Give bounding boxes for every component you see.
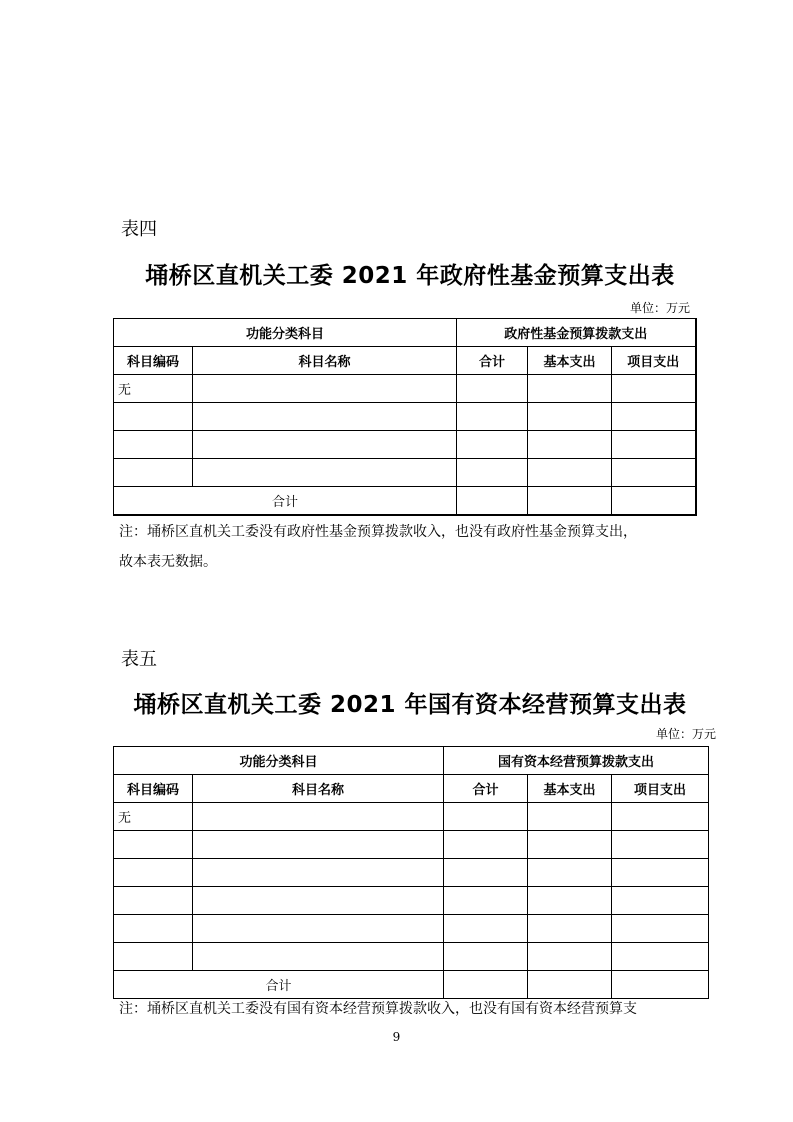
cell-name	[193, 459, 457, 487]
table-header-row	[114, 347, 696, 375]
cell-code: 无	[114, 803, 193, 831]
table-row	[114, 403, 696, 431]
cell-total	[457, 375, 528, 403]
cell-project	[612, 803, 709, 831]
cell-total	[457, 487, 528, 516]
cell-basic	[528, 915, 612, 943]
cell-total	[444, 915, 528, 943]
cell-name	[193, 431, 457, 459]
header-total: 合计	[457, 347, 528, 375]
cell-total	[444, 887, 528, 915]
table-row	[114, 831, 709, 859]
table-header-row	[114, 747, 709, 775]
cell-basic	[528, 859, 612, 887]
header-basic: 基本支出	[528, 775, 612, 803]
budget-table	[113, 746, 709, 999]
header-group-right: 政府性基金预算拨款支出	[457, 319, 696, 347]
header-project: 项目支出	[612, 347, 696, 375]
cell-name	[193, 375, 457, 403]
cell-name	[193, 831, 444, 859]
table-title: 埇桥区直机关工委 2021 年国有资本经营预算支出表	[133, 692, 687, 718]
cell-basic	[528, 459, 612, 487]
header-group-right: 国有资本经营预算拨款支出	[444, 747, 709, 775]
header-name: 科目名称	[193, 775, 444, 803]
header-code: 科目编码	[114, 347, 193, 375]
note-line: 注：埇桥区直机关工委没有国有资本经营预算拨款收入，也没有国有资本经营预算支	[119, 1001, 637, 1017]
cell-basic	[528, 403, 612, 431]
table-header-row	[114, 319, 696, 347]
table-label: 表五	[121, 649, 157, 670]
table-total-row	[114, 487, 696, 516]
cell-project	[612, 831, 709, 859]
table-header-row	[114, 775, 709, 803]
table-note	[119, 994, 637, 1024]
table-row	[114, 859, 709, 887]
table-row	[114, 375, 696, 403]
total-label: 合计	[114, 971, 444, 999]
table-row	[114, 887, 709, 915]
unit-label: 单位：万元	[629, 301, 690, 315]
cell-total	[444, 831, 528, 859]
header-project: 项目支出	[612, 775, 709, 803]
table-title: 埇桥区直机关工委 2021 年政府性基金预算支出表	[145, 263, 675, 289]
cell-basic	[528, 887, 612, 915]
cell-code	[114, 943, 193, 971]
cell-total	[457, 459, 528, 487]
cell-project	[612, 431, 696, 459]
table-row	[114, 915, 709, 943]
header-code: 科目编码	[114, 775, 193, 803]
cell-total	[457, 403, 528, 431]
cell-code	[114, 459, 193, 487]
cell-project	[612, 887, 709, 915]
cell-basic	[528, 831, 612, 859]
cell-code	[114, 431, 193, 459]
cell-project	[612, 943, 709, 971]
cell-basic	[528, 375, 612, 403]
cell-code: 无	[114, 375, 193, 403]
cell-project	[612, 859, 709, 887]
header-basic: 基本支出	[528, 347, 612, 375]
table-row	[114, 803, 709, 831]
cell-project	[612, 403, 696, 431]
cell-code	[114, 887, 193, 915]
cell-name	[193, 403, 457, 431]
cell-code	[114, 403, 193, 431]
table-row	[114, 459, 696, 487]
cell-total	[444, 803, 528, 831]
cell-total	[457, 431, 528, 459]
budget-table	[113, 318, 697, 516]
note-line: 注：埇桥区直机关工委没有政府性基金预算拨款收入，也没有政府性基金预算支出，	[119, 524, 637, 540]
cell-project	[612, 459, 696, 487]
header-name: 科目名称	[193, 347, 457, 375]
cell-name	[193, 915, 444, 943]
page-number: 9	[392, 1030, 401, 1044]
cell-project	[612, 375, 696, 403]
cell-basic	[528, 431, 612, 459]
table-row	[114, 431, 696, 459]
cell-code	[114, 831, 193, 859]
note-line: 故本表无数据。	[119, 554, 217, 570]
cell-basic	[528, 487, 612, 516]
table-label: 表四	[121, 219, 157, 240]
cell-basic	[528, 943, 612, 971]
cell-code	[114, 859, 193, 887]
header-total: 合计	[444, 775, 528, 803]
cell-name	[193, 943, 444, 971]
header-group-left: 功能分类科目	[114, 319, 457, 347]
cell-total	[444, 859, 528, 887]
cell-name	[193, 887, 444, 915]
total-label: 合计	[114, 487, 457, 516]
cell-total	[444, 943, 528, 971]
cell-name	[193, 859, 444, 887]
table-note	[119, 517, 637, 577]
cell-code	[114, 915, 193, 943]
header-group-left: 功能分类科目	[114, 747, 444, 775]
cell-project	[612, 487, 696, 516]
table-row	[114, 943, 709, 971]
cell-basic	[528, 803, 612, 831]
cell-project	[612, 915, 709, 943]
cell-name	[193, 803, 444, 831]
unit-label: 单位：万元	[655, 727, 716, 741]
